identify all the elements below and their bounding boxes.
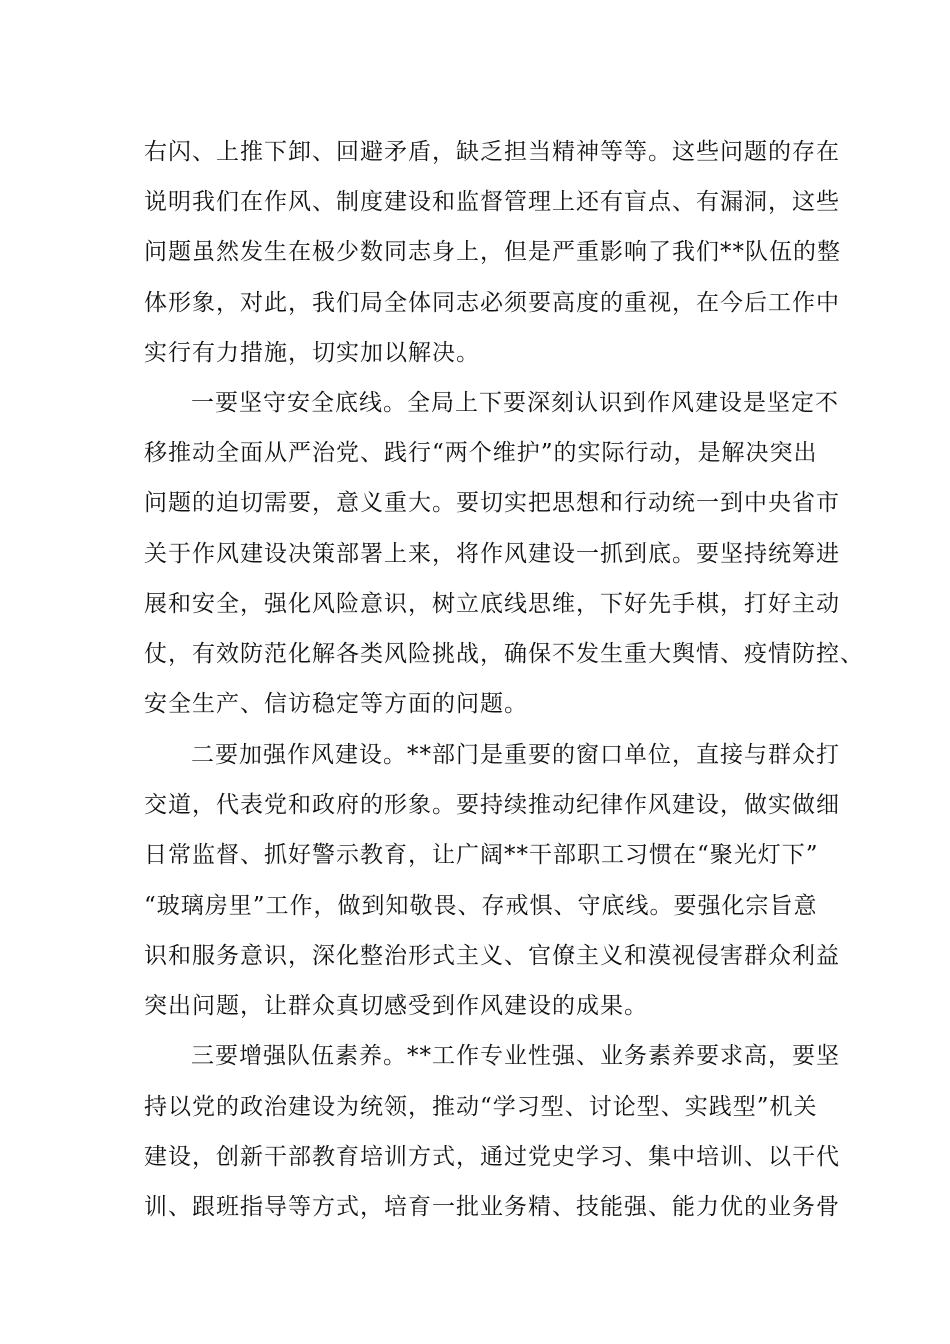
paragraph-3-line-2: 交道，代表党和政府的形象。要持续推动纪律作风建设，做实做细	[144, 792, 840, 818]
paragraph-1-line-4: 体形象，对此，我们局全体同志必须要高度的重视，在今后工作中	[144, 290, 840, 316]
paragraph-2-line-1: 一要坚守安全底线。全局上下要深刻认识到作风建设是坚定不	[191, 390, 839, 416]
paragraph-2-line-2: 移推动全面从严治党、践行“两个维护”的实际行动，是解决突出	[144, 440, 818, 466]
paragraph-3-line-4: “玻璃房里”工作，做到知敬畏、存戒惧、守底线。要强化宗旨意	[144, 893, 818, 919]
paragraph-2-line-4: 关于作风建设决策部署上来，将作风建设一抓到底。要坚持统筹进	[144, 541, 840, 567]
paragraph-2-line-3: 问题的迫切需要，意义重大。要切实把思想和行动统一到中央省市	[144, 490, 840, 516]
paragraph-3-line-1: 二要加强作风建设。**部门是重要的窗口单位，直接与群众打	[191, 742, 840, 768]
paragraph-4-line-1: 三要增强队伍素养。**工作专业性强、业务素养要求高，要坚	[191, 1043, 840, 1069]
paragraph-4-line-4: 训、跟班指导等方式，培育一批业务精、技能强、能力优的业务骨	[144, 1194, 840, 1220]
paragraph-4-line-2: 持以党的政治建设为统领，推动“学习型、讨论型、实践型”机关	[144, 1094, 818, 1120]
paragraph-3-line-6: 突出问题，让群众真切感受到作风建设的成果。	[144, 993, 648, 1019]
paragraph-1-line-5: 实行有力措施，切实加以解决。	[144, 340, 480, 366]
paragraph-3-line-5: 识和服务意识，深化整治形式主义、官僚主义和漠视侵害群众利益	[144, 943, 840, 969]
paragraph-2-line-6: 仗，有效防范化解各类风险挑战，确保不发生重大舆情、疫情防控、	[144, 641, 864, 667]
paragraph-2-line-7: 安全生产、信访稳定等方面的问题。	[144, 691, 528, 717]
paragraph-3-line-3: 日常监督、抓好警示教育，让广阔**干部职工习惯在“聚光灯下”	[144, 842, 819, 868]
paragraph-1-line-3: 问题虽然发生在极少数同志身上，但是严重影响了我们**队伍的整	[144, 239, 841, 265]
paragraph-1-line-2: 说明我们在作风、制度建设和监督管理上还有盲点、有漏洞，这些	[144, 189, 840, 215]
paragraph-1-line-1: 右闪、上推下卸、回避矛盾，缺乏担当精神等等。这些问题的存在	[144, 139, 840, 165]
paragraph-4-line-3: 建设，创新干部教育培训方式，通过党史学习、集中培训、以干代	[144, 1144, 840, 1170]
paragraph-2-line-5: 展和安全，强化风险意识，树立底线思维，下好先手棋，打好主动	[144, 591, 840, 617]
